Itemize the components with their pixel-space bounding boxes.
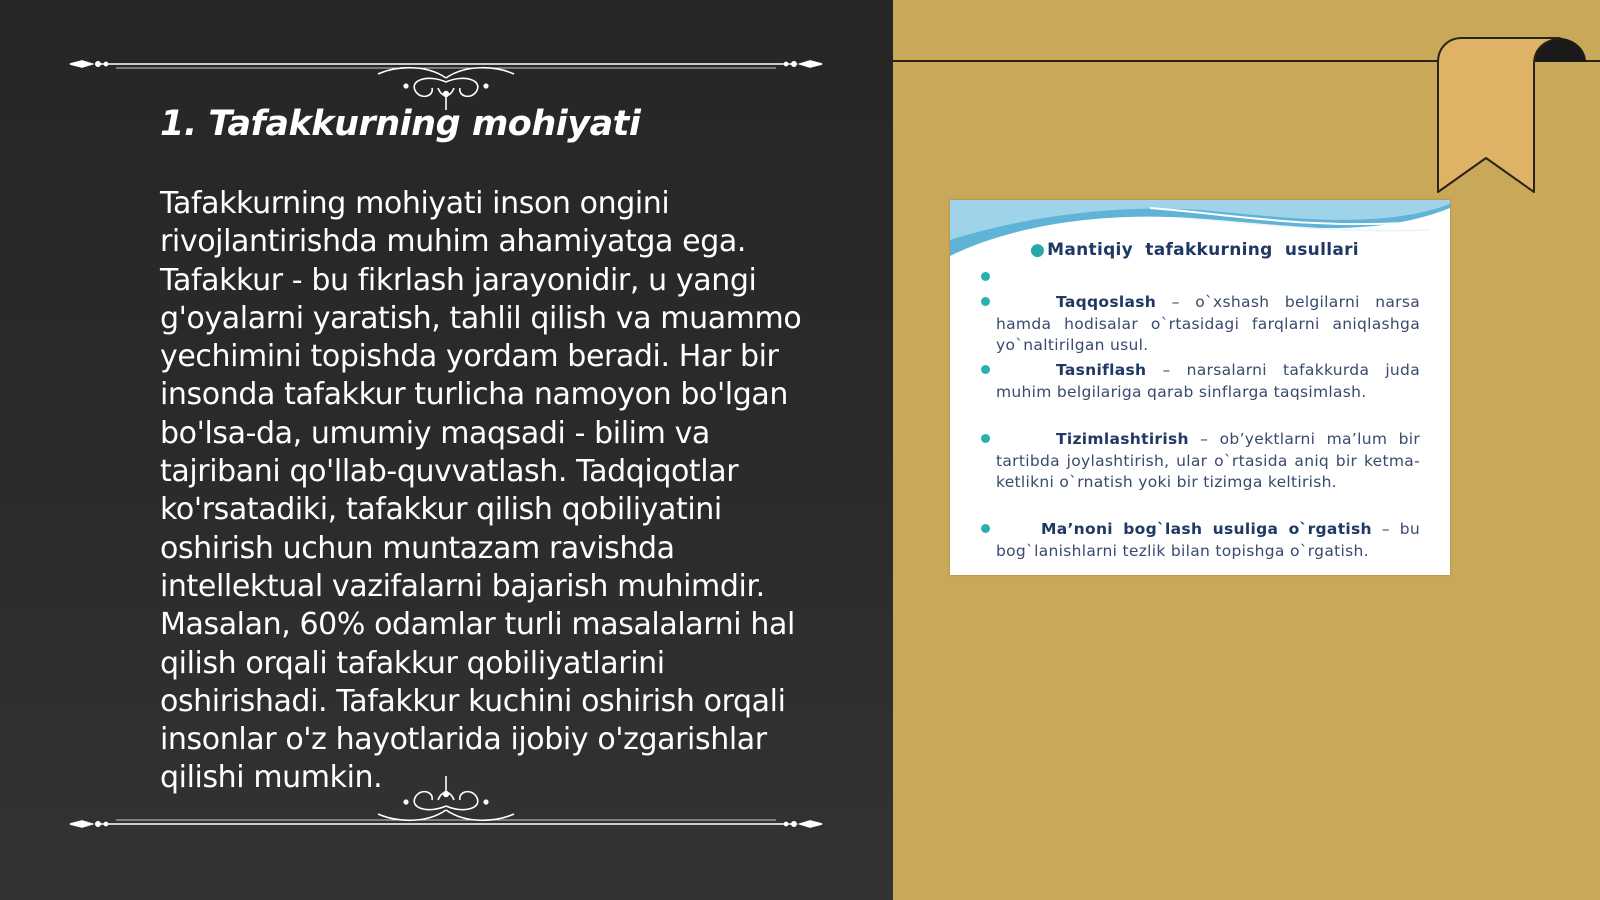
list-item-text: – bu bog`lanishlarni tezlik bilan topishga o`rgatish. [996,520,1420,560]
slide-title: 1. Tafakkurning mohiyati [160,104,641,144]
list-item-term: Taqqoslash [1056,293,1157,311]
list-item-text: – ob’yektlarni ma’lum bir tartibda joylashtirish, ular o`rtasida aniq bir ketma-ketlikni o`rnatish yoki bir tizimga keltirish. [996,430,1420,492]
flourish-divider-icon [66,52,826,112]
list-item [996,429,1420,494]
list-item [996,292,1420,357]
bullet-icon [981,297,990,306]
bookmark-ribbon-icon [1430,34,1590,204]
bullet-icon [981,365,990,374]
bullet-icon: ● [1030,240,1046,260]
list-item-text: – o`xshash belgilarni narsa hamda hodisalar o`rtasidagi farqlarni aniqlashga yo`naltirilgan usul. [996,293,1420,355]
list-item [996,519,1420,562]
bullet-icon [981,434,990,443]
list-item-term: Tasniflash [1056,361,1147,379]
list-item [996,360,1420,403]
methods-card [950,200,1450,575]
list-item-term: Ma’noni bog`lash usuliga o`rgatish [1041,520,1372,538]
bullet-icon [981,524,990,533]
list-item-term: Tizimlashtirish [1056,430,1189,448]
slide-body-text: Tafakkurning mohiyati inson ongini rivojlantirishda muhim ahamiyatga ega. Tafakkur - bu fikrlash jarayonidir, u yangi g'oyalarni yaratish, tahlil qilish va muammo yechimini topishda yordam beradi. Har bir insonda tafakkur turlicha namoyon bo'lgan bo'lsa-da, umumiy maqsadi - bilim va tajribani qo'llab-quvvatlash. Tadqiqotlar ko'rsatadiki, tafakkur qilish qobiliyatini oshirish uchun muntazam ravishda intellektual vazifalarni bajarish muhimdir. Masalan, 60% odamlar turli masalalarni hal qilish orqali tafakkur qobiliyatlarini oshirishadi. Tafakkur kuchini oshirish orqali insonlar o'z hayotlarida ijobiy o'zgarishlar qilishi mumkin. [160,186,802,796]
card-heading-text: Mantiqiy tafakkurning usullari [1047,240,1359,260]
list-item-text: – narsalarni tafakkurda juda muhim belgilariga qarab sinflarga taqsimlash. [996,361,1420,401]
card-heading [1030,240,1359,260]
bullet-icon [981,272,990,281]
